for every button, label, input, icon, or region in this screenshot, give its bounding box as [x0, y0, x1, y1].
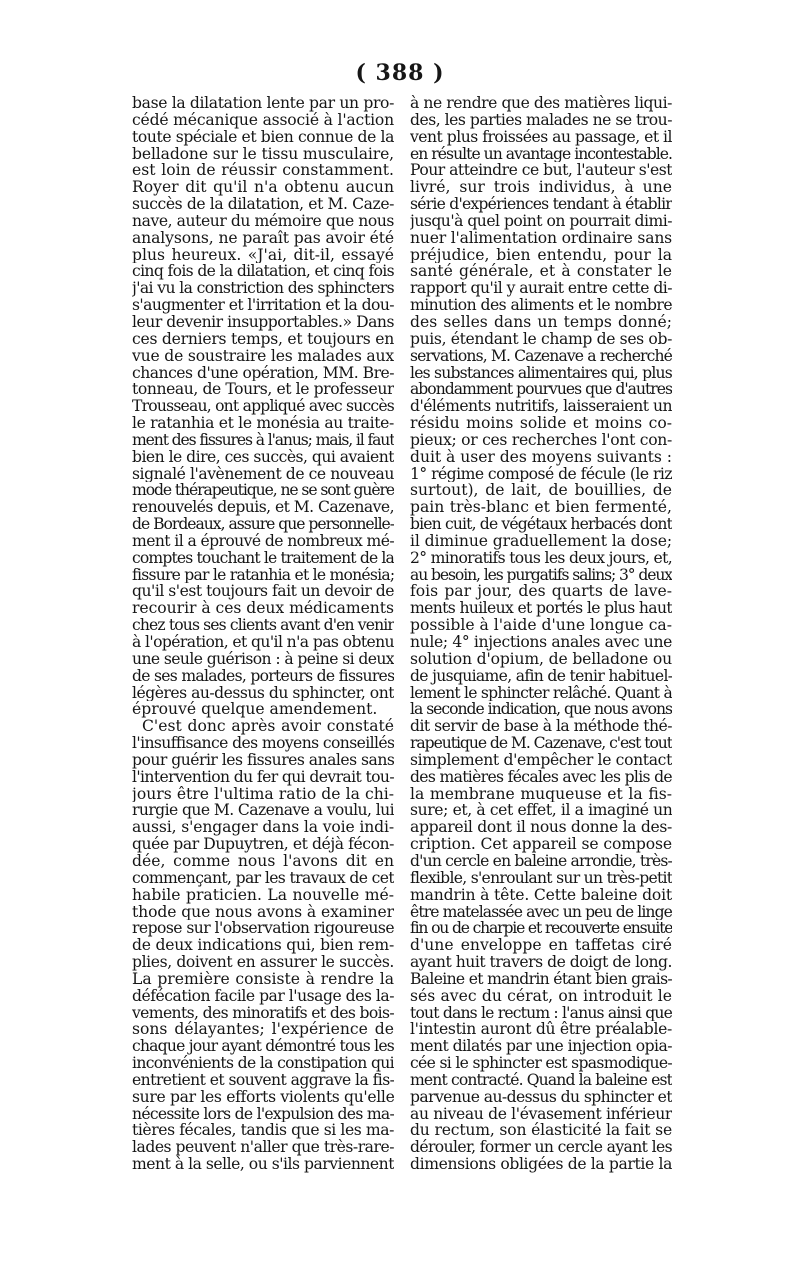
text-line: ces derniers temps, et toujours en: [132, 330, 394, 348]
text-line: livré, sur trois individus, à une: [410, 179, 672, 197]
text-line: nécessite lors de l'expulsion des ma-: [132, 1105, 394, 1123]
text-line: ayant huit travers de doigt de long.: [410, 954, 672, 971]
text-line: aussi, s'engager dans la voie indi-: [132, 819, 394, 837]
text-line: rurgie que M. Cazenave a voulu, lui: [132, 802, 394, 820]
text-line: l'insuffisance des moyens conseillés: [132, 735, 394, 752]
text-line: rapeutique de M. Cazenave, c'est tout: [410, 735, 672, 752]
right-text-column: [410, 95, 672, 1173]
text-line: pain très-blanc et bien fermenté,: [410, 499, 672, 517]
text-line: cription. Cet appareil se compose: [410, 836, 672, 853]
text-line: comptes touchant le traitement de la: [132, 549, 394, 567]
text-line: ment des fissures à l'anus; mais, il faut: [132, 431, 394, 449]
text-line: de Bordeaux, assure que personnelle-: [132, 516, 394, 533]
text-line: rapport qu'il y aurait entre cette di-: [410, 280, 672, 298]
text-line: sés avec du cérat, on introduit le: [410, 987, 672, 1005]
text-line: lades peuvent n'aller que très-rare-: [132, 1139, 394, 1157]
text-line: ment dilatés par une injection opia-: [410, 1038, 672, 1056]
text-line: éprouvé quelque amendement.: [132, 701, 378, 719]
text-line: série d'expériences tendant à établir: [410, 196, 672, 213]
text-line: vue de soustraire les malades aux: [132, 347, 394, 365]
text-line: lement le sphincter relâché. Quant à: [410, 684, 672, 702]
text-line: dit servir de base à la méthode thé-: [410, 718, 672, 736]
text-line: nave, auteur du mémoire que nous: [132, 212, 394, 230]
text-line: des selles dans un temps donné;: [410, 313, 672, 331]
text-line: Royer dit qu'il n'a obtenu aucun: [132, 179, 394, 197]
text-line: dérouler, former un cercle ayant les: [410, 1139, 672, 1157]
text-line: nule; 4° injections anales avec une: [410, 634, 672, 651]
text-line: succès de la dilatation, et M. Caze-: [132, 196, 394, 213]
left-text-column: [132, 95, 394, 1173]
text-line: tout dans le rectum : l'anus ainsi que: [410, 1004, 672, 1022]
text-line: tières fécales, tandis que si les ma-: [132, 1122, 394, 1140]
text-line: appareil dont il nous donne la des-: [410, 819, 672, 837]
text-line: analysons, ne paraît pas avoir été: [132, 229, 394, 247]
text-line: Baleine et mandrin étant bien grais-: [410, 970, 672, 988]
text-line: sure; et, à cet effet, il a imaginé un: [410, 802, 672, 820]
text-line: cinq fois de la dilatation, et cinq fois: [132, 263, 394, 281]
text-line: repose sur l'observation rigoureuse: [132, 920, 394, 938]
text-line: ment contracté. Quand la baleine est: [410, 1071, 672, 1089]
text-line: l'intervention du fer qui devrait tou-: [132, 768, 394, 786]
text-line: solution d'opium, de belladone ou: [410, 650, 672, 668]
text-line: préjudice, bien entendu, pour la: [410, 246, 672, 264]
text-line: jours être l'ultima ratio de la chi-: [132, 785, 394, 803]
text-line: bien cuit, de végétaux herbacés dont: [410, 516, 672, 533]
text-line: le ratanhia et le monésia au traite-: [132, 415, 394, 432]
text-line: puis, étendant le champ de ses ob-: [410, 330, 672, 348]
text-line: des matières fécales avec les plis de: [410, 768, 672, 786]
text-line: l'intestin auront dû être préalable-: [410, 1021, 672, 1039]
text-line: d'une enveloppe en taffetas ciré: [410, 937, 672, 955]
text-line: ment à la selle, ou s'ils parviennent: [132, 1156, 394, 1173]
text-line: nuer l'alimentation ordinaire sans: [410, 229, 672, 247]
text-line: vent plus froissées au passage, et il: [410, 128, 672, 146]
text-line: d'éléments nutritifs, laisseraient un: [410, 398, 672, 416]
text-line: d'un cercle en baleine arrondie, très-: [410, 852, 672, 870]
text-line: recourir à ces deux médicaments: [132, 600, 394, 618]
text-line: La première consiste à rendre la: [132, 970, 394, 988]
text-line: parvenue au-dessus du sphincter et: [410, 1088, 672, 1106]
text-line: défécation facile par l'usage des la-: [132, 987, 394, 1005]
text-line: résidu moins solide et moins co-: [410, 415, 672, 432]
text-line: plus heureux. «J'ai, dit-il, essayé: [132, 246, 394, 264]
text-line: renouvelés depuis, et M. Cazenave,: [132, 499, 394, 517]
text-line: dimensions obligées de la partie la: [410, 1156, 672, 1173]
text-line: chaque jour ayant démontré tous les: [132, 1038, 394, 1056]
text-line: mode thérapeutique, ne se sont guère: [132, 482, 394, 500]
text-line: en résulte un avantage incontestable.: [410, 145, 672, 163]
text-line: à l'opération, et qu'il n'a pas obtenu: [132, 634, 394, 651]
text-line: fois par jour, des quarts de lave-: [410, 583, 672, 601]
text-line: base la dilatation lente par un pro-: [132, 95, 394, 112]
text-line: dée, comme nous l'avons dit en: [132, 852, 394, 870]
text-line: quée par Dupuytren, et déjà fécon-: [132, 836, 394, 853]
text-line: cée si le sphincter est spasmodique-: [410, 1055, 672, 1072]
text-line: bien le dire, ces succès, qui avaient: [132, 448, 394, 466]
text-line: j'ai vu la constriction des sphincters: [132, 280, 394, 298]
text-line: flexible, s'enroulant sur un très-petit: [410, 869, 672, 887]
text-line: au besoin, les purgatifs salins; 3° deux: [410, 566, 672, 584]
text-line: commençant, par les travaux de cet: [132, 869, 394, 887]
text-line: s'augmenter et l'irritation et la dou-: [132, 297, 394, 314]
text-line: est loin de réussir constamment.: [132, 162, 394, 180]
text-line: inconvénients de la constipation qui: [132, 1055, 394, 1072]
text-line: surtout), de lait, de bouillies, de: [410, 482, 672, 500]
text-line: de deux indications qui, bien rem-: [132, 937, 394, 955]
text-line: abondamment pourvues que d'autres: [410, 381, 672, 399]
text-line: possible à l'aide d'une longue ca-: [410, 617, 672, 634]
text-line: cédé mécanique associé à l'action: [132, 111, 394, 129]
text-line: chez tous ses clients avant d'en venir: [132, 617, 394, 634]
text-line: thode que nous avons à examiner: [132, 903, 394, 921]
text-line: être matelassée avec un peu de linge: [410, 903, 672, 921]
text-line: chances d'une opération, MM. Bre-: [132, 364, 394, 382]
text-line: vements, des minoratifs et des bois-: [132, 1004, 394, 1022]
text-line: de jusquiame, afin de tenir habituel-: [410, 667, 672, 685]
text-line: leur devenir insupportables.» Dans: [132, 313, 394, 331]
text-line: 2° minoratifs tous les deux jours, et,: [410, 549, 672, 567]
text-line: duit à user des moyens suivants :: [410, 448, 672, 466]
text-line: habile praticien. La nouvelle mé-: [132, 886, 394, 904]
text-line: mandrin à tête. Cette baleine doit: [410, 886, 672, 904]
text-line: fin ou de charpie et recouverte ensuite: [410, 920, 672, 938]
text-line: légères au-dessus du sphincter, ont: [132, 684, 394, 702]
text-line: pour guérir les fissures anales sans: [132, 751, 394, 769]
text-line: sons délayantes; l'expérience de: [132, 1021, 394, 1039]
text-line: pieux; or ces recherches l'ont con-: [410, 431, 672, 449]
text-line: à ne rendre que des matières liqui-: [410, 95, 672, 112]
page-number: ( 388 ): [355, 60, 445, 86]
text-line: une seule guérison : à peine si deux: [132, 650, 394, 668]
text-line: Pour atteindre ce but, l'auteur s'est: [410, 162, 672, 180]
text-line: C'est donc après avoir constaté: [142, 718, 394, 736]
text-line: ments huileux et portés le plus haut: [410, 600, 672, 618]
text-line: la seconde indication, que nous avons: [410, 701, 672, 719]
text-line: toute spéciale et bien connue de la: [132, 128, 394, 146]
text-line: il diminue graduellement la dose;: [410, 532, 672, 550]
text-line: des, les parties malades ne se trou-: [410, 111, 672, 129]
text-line: santé générale, et à constater le: [410, 263, 672, 281]
text-line: les substances alimentaires qui, plus: [410, 364, 672, 382]
text-line: qu'il s'est toujours fait un devoir de: [132, 583, 394, 601]
text-line: servations, M. Cazenave a recherché: [410, 347, 672, 365]
text-line: plies, doivent en assurer le succès.: [132, 954, 394, 971]
text-line: simplement d'empêcher le contact: [410, 751, 672, 769]
text-line: signalé l'avènement de ce nouveau: [132, 465, 394, 483]
text-line: du rectum, son élasticité la fait se: [410, 1122, 672, 1140]
text-line: la membrane muqueuse et la fis-: [410, 785, 672, 803]
text-line: au niveau de l'évasement inférieur: [410, 1105, 672, 1123]
text-line: de ses malades, porteurs de fissures: [132, 667, 394, 685]
text-line: minution des aliments et le nombre: [410, 297, 672, 314]
text-line: tonneau, de Tours, et le professeur: [132, 381, 394, 399]
text-line: entretient et souvent aggrave la fis-: [132, 1071, 394, 1089]
text-line: jusqu'à quel point on pourrait dimi-: [410, 212, 672, 230]
text-line: 1° régime composé de fécule (le riz: [410, 465, 672, 483]
text-line: ment il a éprouvé de nombreux mé-: [132, 532, 394, 550]
text-line: fissure par le ratanhia et le monésia;: [132, 566, 394, 584]
text-line: Trousseau, ont appliqué avec succès: [132, 398, 394, 416]
text-line: sure par les efforts violents qu'elle: [132, 1088, 394, 1106]
text-line: belladone sur le tissu musculaire,: [132, 145, 394, 163]
